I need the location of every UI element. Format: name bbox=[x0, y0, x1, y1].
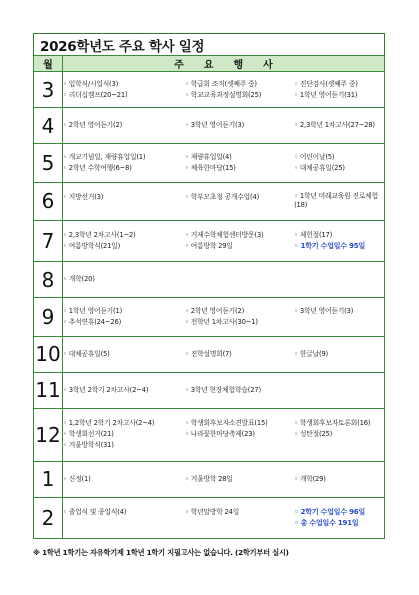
event-item: ◦ 학생회후보자토론회(16) bbox=[294, 419, 371, 428]
event-column bbox=[294, 306, 384, 328]
event-item: ◦ 2학년 영어듣기(2) bbox=[63, 121, 123, 130]
event-item: ◦ 체육한마당(15) bbox=[184, 163, 236, 172]
month-header: 월 bbox=[34, 56, 63, 72]
event-item: ◦ 여름방학 29일 bbox=[184, 242, 233, 251]
event-columns bbox=[63, 306, 384, 328]
event-column bbox=[63, 120, 185, 131]
event-column bbox=[294, 274, 384, 285]
table-header-row bbox=[34, 56, 385, 72]
event-columns bbox=[63, 418, 384, 451]
event-item: ◦ 리더십캠프(20~21) bbox=[63, 90, 128, 99]
table-row bbox=[34, 461, 385, 497]
event-item: ◦ 학생회선거(21) bbox=[63, 430, 114, 439]
event-column bbox=[63, 385, 185, 396]
event-item: ◦ 어린이날(5) bbox=[294, 152, 335, 161]
event-item: ◦ 3학년 현장체험학습(27) bbox=[184, 385, 261, 394]
events-cell bbox=[63, 336, 385, 372]
event-item: ◦ 여름방학식(21일) bbox=[63, 242, 121, 251]
event-item: ◦ 개학(29) bbox=[294, 474, 326, 483]
month-cell: 3 bbox=[34, 72, 63, 108]
event-item: ◦ 학년말방학 24일 bbox=[184, 507, 240, 516]
table-row bbox=[34, 262, 385, 298]
event-item: ◦ 개교기념일, 재량휴업일(1) bbox=[63, 152, 146, 161]
event-column bbox=[63, 418, 185, 451]
month-cell: 6 bbox=[34, 182, 63, 221]
event-item: ◦ 1,2학년 2학기 2차고사(2~4) bbox=[63, 419, 155, 428]
event-item: ◦ 2,3학년 2차고사(1~2) bbox=[63, 231, 136, 240]
event-columns bbox=[63, 507, 384, 529]
table-row bbox=[34, 108, 385, 144]
event-column bbox=[63, 152, 185, 174]
event-item: ◦ 한글날(9) bbox=[294, 349, 328, 358]
event-column bbox=[185, 120, 294, 131]
event-item: ◦ 학부모초청 공개수업(4) bbox=[184, 193, 260, 202]
event-column bbox=[63, 274, 185, 285]
month-cell: 10 bbox=[34, 336, 63, 372]
event-column bbox=[63, 507, 185, 529]
event-columns bbox=[63, 120, 384, 131]
month-cell: 8 bbox=[34, 262, 63, 298]
month-cell: 2 bbox=[34, 497, 63, 538]
table-row bbox=[34, 182, 385, 221]
event-item: ◦ 3학년 2학기 2차고사(2~4) bbox=[63, 385, 149, 394]
event-item: ◦ 겨울방학 28일 bbox=[184, 474, 233, 483]
event-columns bbox=[63, 385, 384, 396]
event-item: ◦ 1학년 미래교육원 진로체험(18) bbox=[294, 192, 378, 210]
event-column bbox=[185, 274, 294, 285]
event-item: ◦ 전학년 1차고사(30~1) bbox=[184, 317, 258, 326]
events-cell bbox=[63, 72, 385, 108]
event-item: ◦ 나라꽃한마당축제(23) bbox=[184, 430, 255, 439]
month-cell: 7 bbox=[34, 221, 63, 262]
event-column bbox=[294, 79, 384, 101]
event-column bbox=[185, 507, 294, 529]
event-columns bbox=[63, 474, 384, 485]
schedule-table bbox=[33, 55, 385, 539]
event-item: ◦ 총 수업일수 191일 bbox=[294, 518, 359, 527]
event-column bbox=[185, 385, 294, 396]
event-item: ◦ 제헌절(17) bbox=[294, 231, 333, 240]
events-cell bbox=[63, 182, 385, 221]
event-item: ◦ 졸업식 및 종업식(4) bbox=[63, 507, 127, 516]
events-cell bbox=[63, 497, 385, 538]
event-column bbox=[294, 385, 384, 396]
event-item: ◦ 성탄절(25) bbox=[294, 430, 333, 439]
event-columns bbox=[63, 152, 384, 174]
table-row bbox=[34, 372, 385, 408]
event-item: ◦ 1학기 수업일수 95일 bbox=[294, 242, 366, 251]
event-column bbox=[294, 349, 384, 360]
event-column bbox=[185, 306, 294, 328]
event-item: ◦ 지방선거(3) bbox=[63, 193, 104, 202]
event-column bbox=[185, 418, 294, 451]
event-item: ◦ 1학년 영어듣기(1) bbox=[63, 306, 123, 315]
table-row bbox=[34, 72, 385, 108]
footnote: ※ 1학년 1학기는 자유학기제 1학년 1학기 지필고사는 없습니다. (2학기부터 실시) bbox=[33, 548, 289, 557]
month-cell: 1 bbox=[34, 461, 63, 497]
event-item: ◦ 신정(1) bbox=[63, 474, 91, 483]
event-item: ◦ 3학년 영어듣기(3) bbox=[184, 121, 245, 130]
events-cell bbox=[63, 372, 385, 408]
events-cell bbox=[63, 461, 385, 497]
events-cell bbox=[63, 221, 385, 262]
event-item: ◦ 대체공휴일(25) bbox=[294, 163, 345, 172]
event-column bbox=[63, 349, 185, 360]
event-column bbox=[294, 418, 384, 451]
event-column bbox=[63, 306, 185, 328]
event-item: ◦ 3학년 영어듣기(3) bbox=[294, 306, 354, 315]
event-item: ◦ 입학식/시업식(3) bbox=[63, 79, 119, 88]
event-item: ◦ 학급회 조직(셋째주 중) bbox=[184, 79, 257, 88]
event-item: ◦ 2학년 영어듣기(2) bbox=[184, 306, 245, 315]
event-item: ◦ 거제수학체험센터방문(3) bbox=[184, 231, 264, 240]
title-box bbox=[33, 33, 385, 55]
event-column bbox=[294, 120, 384, 131]
schedule-body bbox=[34, 72, 385, 539]
event-item: ◦ 겨울방학식(31) bbox=[63, 441, 114, 450]
event-column bbox=[294, 230, 384, 252]
event-column bbox=[294, 474, 384, 485]
event-item: ◦ 재량휴업일(4) bbox=[184, 152, 232, 161]
event-item: ◦ 2학년 수학여행(6~8) bbox=[63, 163, 132, 172]
event-column bbox=[63, 230, 185, 252]
event-column bbox=[185, 349, 294, 360]
event-column bbox=[63, 79, 185, 101]
month-cell: 12 bbox=[34, 408, 63, 461]
event-item: ◦ 학교교육과정설명회(25) bbox=[184, 90, 262, 99]
table-row bbox=[34, 298, 385, 337]
table-row bbox=[34, 408, 385, 461]
event-item: ◦ 학생회후보자소견발표(15) bbox=[184, 419, 268, 428]
event-column bbox=[294, 152, 384, 174]
event-column bbox=[185, 230, 294, 252]
month-cell: 9 bbox=[34, 298, 63, 337]
events-cell bbox=[63, 144, 385, 183]
events-cell bbox=[63, 298, 385, 337]
table-row bbox=[34, 221, 385, 262]
event-column bbox=[63, 192, 185, 210]
month-cell: 5 bbox=[34, 144, 63, 183]
events-cell bbox=[63, 408, 385, 461]
event-column bbox=[185, 152, 294, 174]
month-cell: 11 bbox=[34, 372, 63, 408]
events-header: 주요행사 bbox=[63, 56, 385, 72]
event-column bbox=[63, 474, 185, 485]
event-column bbox=[185, 79, 294, 101]
month-cell: 4 bbox=[34, 108, 63, 144]
event-item: ◦ 2학기 수업일수 96일 bbox=[294, 507, 366, 516]
event-item: ◦ 개학(20) bbox=[63, 275, 95, 284]
event-item: ◦ 2,3학년 1차고사(27~28) bbox=[294, 121, 375, 130]
event-item: ◦ 진학설명회(7) bbox=[184, 349, 232, 358]
table-row bbox=[34, 497, 385, 538]
table-row bbox=[34, 336, 385, 372]
event-column bbox=[185, 474, 294, 485]
event-item: ◦ 진단검사(셋째주 중) bbox=[294, 79, 358, 88]
event-columns bbox=[63, 79, 384, 101]
table-row bbox=[34, 144, 385, 183]
event-column bbox=[294, 192, 384, 210]
event-column bbox=[294, 507, 384, 529]
event-columns bbox=[63, 192, 384, 210]
page-title: 2026학년도 주요 학사 일정 bbox=[40, 39, 205, 55]
event-item: ◦ 1학년 영어듣기(31) bbox=[294, 90, 358, 99]
event-columns bbox=[63, 274, 384, 285]
event-column bbox=[185, 192, 294, 210]
event-columns bbox=[63, 349, 384, 360]
event-item: ◦ 추석연휴(24~26) bbox=[63, 317, 122, 326]
event-item: ◦ 대체공휴일(5) bbox=[63, 349, 110, 358]
events-cell bbox=[63, 262, 385, 298]
event-columns bbox=[63, 230, 384, 252]
events-cell bbox=[63, 108, 385, 144]
